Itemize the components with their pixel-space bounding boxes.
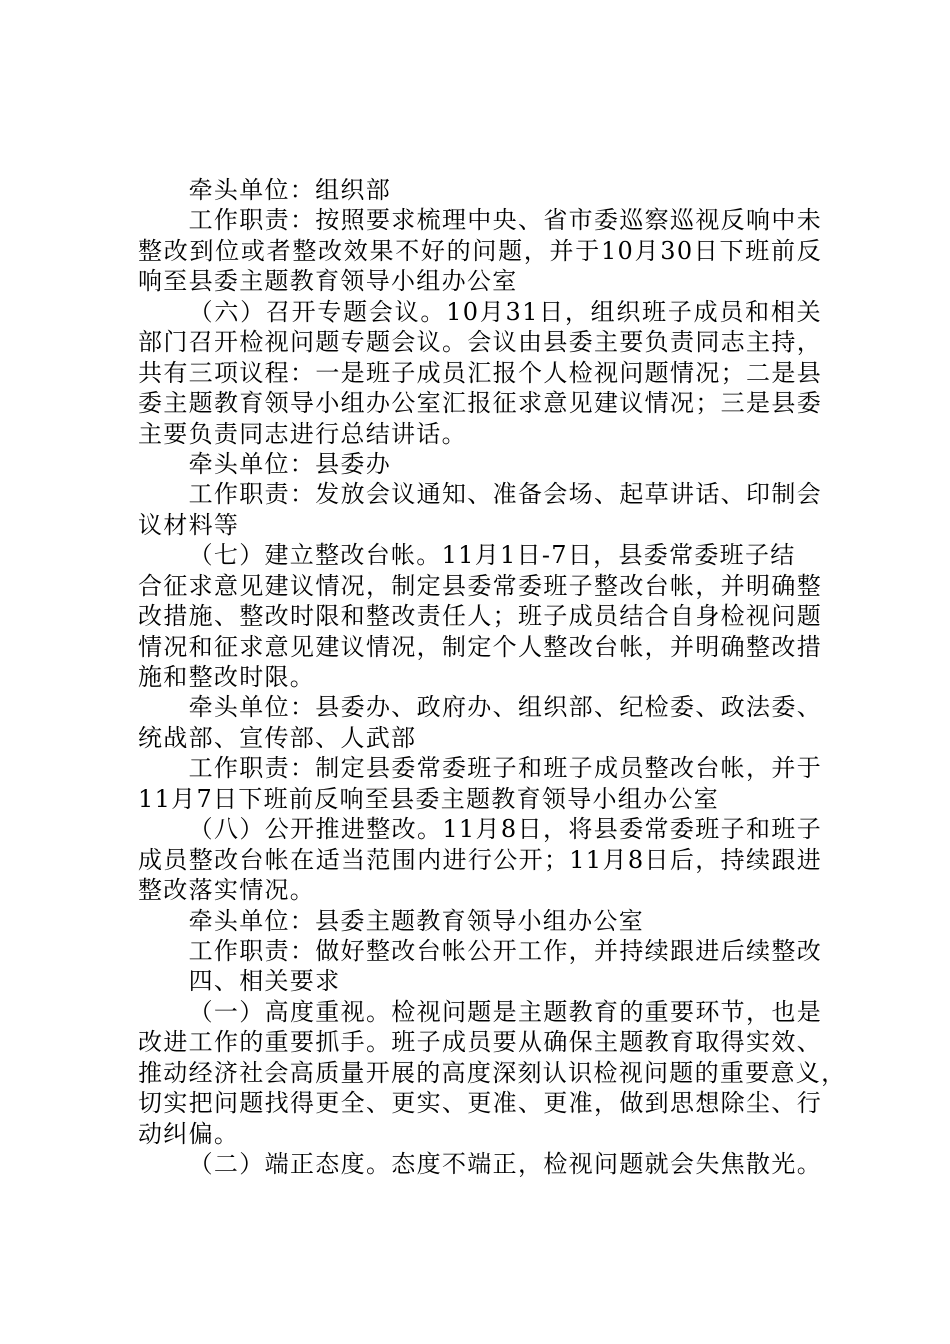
text-line: 牵头单位：组织部 xyxy=(188,176,391,204)
text-line: 推动经济社会高质量开展的高度深刻认识检视问题的重要意义， xyxy=(138,1058,847,1087)
paragraph-section-6 xyxy=(138,297,822,449)
text-line: 改进工作的重要抓手。班子成员要从确保主题教育取得实效、 xyxy=(138,1028,822,1057)
document-body xyxy=(138,175,847,1179)
text-line: 11月7日下班前反响至县委主题教育领导小组办公室 xyxy=(138,784,720,813)
paragraph-duty xyxy=(138,753,822,814)
paragraph-requirement-1 xyxy=(138,997,847,1149)
paragraph-requirement-2 xyxy=(138,1149,822,1179)
text-line: （八）公开推进整改。11月8日，将县委常委班子和班子 xyxy=(188,815,822,844)
text-line: （六）召开专题会议。10月31日，组织班子成员和相关 xyxy=(188,297,822,326)
text-line: 工作职责：按照要求梳理中央、省市委巡察巡视反响中未 xyxy=(188,206,822,235)
text-line: 四、相关要求 xyxy=(188,967,341,996)
text-line: 成员整改台帐在适当范围内进行公开；11月8日后，持续跟进 xyxy=(138,845,822,874)
text-line: （二）端正态度。态度不端正，检视问题就会失焦散光。 xyxy=(188,1150,822,1178)
section-heading-requirements xyxy=(138,966,822,996)
text-line: 施和整改时限。 xyxy=(138,663,316,691)
text-line: 工作职责：做好整改台帐公开工作，并持续跟进后续整改 xyxy=(188,936,822,965)
text-line: 整改落实情况。 xyxy=(138,876,316,905)
text-line: 牵头单位：县委主题教育领导小组办公室 xyxy=(188,906,644,935)
text-line: 主要负责同志进行总结讲话。 xyxy=(138,419,467,448)
paragraph-lead-unit xyxy=(138,906,822,936)
text-line: 部门召开检视问题专题会议。会议由县委主要负责同志主持， xyxy=(138,328,822,357)
text-line: 共有三项议程：一是班子成员汇报个人检视问题情况；二是县 xyxy=(138,358,822,387)
text-line: 切实把问题找得更全、更实、更准、更准，做到思想除尘、行 xyxy=(138,1089,822,1118)
paragraph-lead-unit xyxy=(138,692,822,753)
text-line: 改措施、整改时限和整改责任人；班子成员结合自身检视问题 xyxy=(138,602,822,631)
text-line: 委主题教育领导小组办公室汇报征求意见建议情况；三是县委 xyxy=(138,389,822,418)
paragraph-lead-unit xyxy=(138,449,822,479)
paragraph-duty xyxy=(138,205,822,296)
text-line: 牵头单位：县委办、政府办、组织部、纪检委、政法委、 xyxy=(188,693,822,722)
text-line: 响至县委主题教育领导小组办公室 xyxy=(138,267,518,296)
paragraph-section-7 xyxy=(138,540,822,692)
text-line: 合征求意见建议情况，制定县委常委班子整改台帐，并明确整 xyxy=(138,571,822,600)
text-line: 情况和征求意见建议情况，制定个人整改台帐，并明确整改措 xyxy=(138,632,822,661)
text-line: 统战部、宣传部、人武部 xyxy=(138,723,417,752)
text-line: 牵头单位：县委办 xyxy=(188,449,391,478)
text-line: 工作职责：制定县委常委班子和班子成员整改台帐，并于 xyxy=(188,754,822,783)
text-line: 议材料等 xyxy=(138,510,240,539)
paragraph-duty xyxy=(138,479,822,540)
paragraph-lead-unit-organization xyxy=(138,175,822,205)
paragraph-duty xyxy=(138,936,822,966)
text-line: 动纠偏。 xyxy=(138,1119,240,1148)
text-line: （七）建立整改台帐。11月1日-7日，县委常委班子结 xyxy=(188,541,796,570)
paragraph-section-8 xyxy=(138,814,822,905)
text-line: （一）高度重视。检视问题是主题教育的重要环节，也是 xyxy=(188,997,822,1026)
text-line: 整改到位或者整改效果不好的问题，并于10月30日下班前反 xyxy=(138,236,822,265)
text-line: 工作职责：发放会议通知、准备会场、起草讲话、印制会 xyxy=(188,480,822,509)
